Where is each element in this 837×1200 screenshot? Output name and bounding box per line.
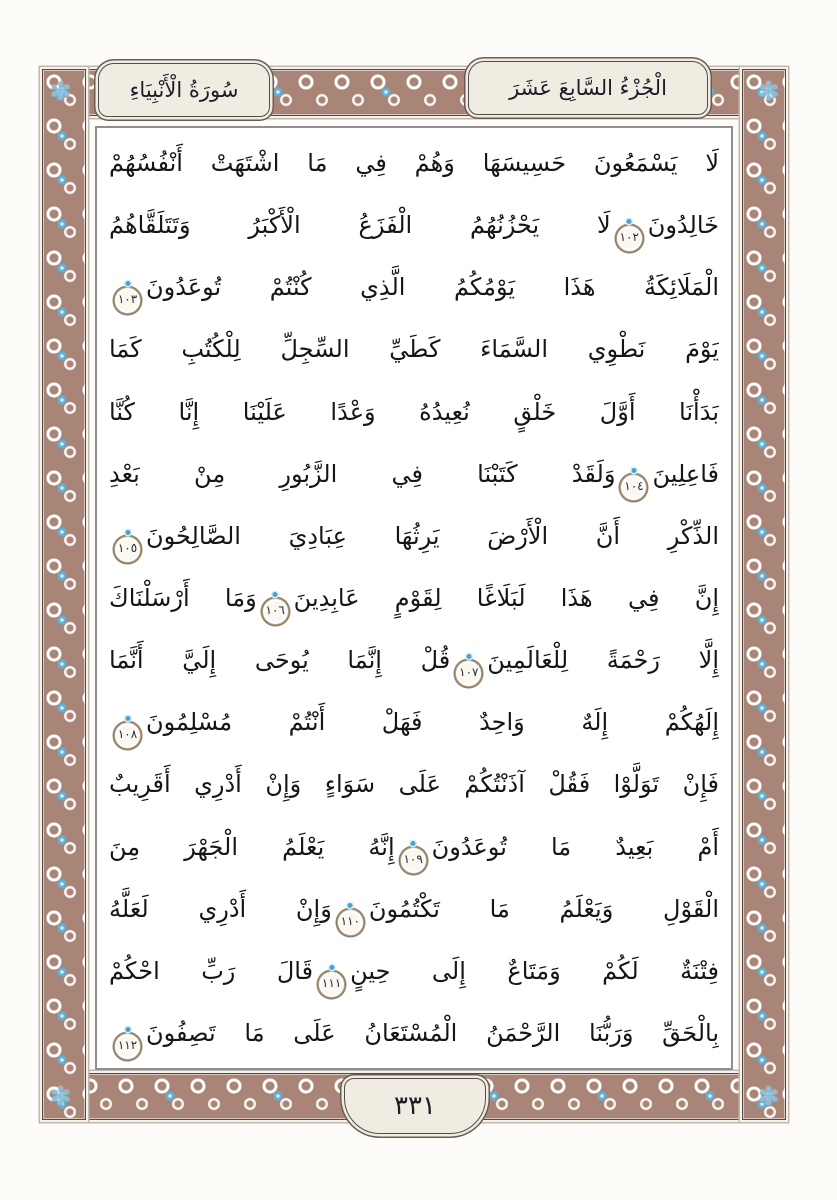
verse-number-medallion [455,660,482,687]
verse-number: ١٠٧ [459,665,479,680]
quran-line [109,194,719,256]
quran-line [109,443,719,505]
verse-number: ١٠٤ [624,478,644,493]
quran-line [109,691,719,753]
verse-number-medallion [114,1033,141,1060]
ayah-text: إِلَهُكُمْ إِلَهٌ وَاحِدٌ فَهَلْ أَنْتُمْ مُسْلِمُونَ [146,708,719,737]
ayah-text: فِتْنَةٌ لَكُمْ وَمَتَاعٌ إِلَى حِينٍ [350,956,719,985]
verse-number-medallion [114,287,141,314]
quran-line [109,567,719,629]
verse-number-medallion [114,722,141,749]
ayah-text: الذِّكْرِ أَنَّ الْأَرْضَ يَرِثُهَا عِبَادِيَ الصَّالِحُونَ [146,521,719,550]
surah-name-cartouche [98,63,270,117]
ayah-text: إِلَّا رَحْمَةً لِلْعَالَمِينَ [487,646,719,675]
ayah-text: لَا يَسْمَعُونَ حَسِيسَهَا وَهُمْ فِي مَا اشْتَهَتْ أَنْفُسُهُمْ [109,149,719,177]
verse-number-medallion [400,847,427,874]
ayah-text: وَمَا أَرْسَلْنَاكَ [109,583,257,612]
quran-line [109,318,719,380]
ayah-text: فَإِنْ تَوَلَّوْا فَقُلْ آذَنْتُكُمْ عَلَى سَوَاءٍ وَإِنْ أَدْرِي أَقَرِيبٌ [109,770,719,799]
ayah-text: إِنَّهُ يَعْلَمُ الْجَهْرَ مِنَ [109,832,395,861]
quran-line [109,256,719,318]
mushaf-lines [99,130,729,1066]
verse-number: ١٠٨ [117,727,138,742]
verse-number-medallion [114,536,141,563]
ayah-text: خَالِدُونَ [647,211,719,240]
quran-line [109,629,719,691]
verse-number: ١١٠ [340,913,360,928]
verse-number-medallion [620,474,647,501]
ayah-text: أَمْ بَعِيدٌ مَا تُوعَدُونَ [431,832,719,861]
ayah-text: الْقَوْلِ وَيَعْلَمُ مَا تَكْتُمُونَ [368,894,719,923]
ayah-text: فَاعِلِينَ [652,459,719,488]
quran-line [109,878,719,940]
ayah-text: بِالْحَقِّ وَرَبُّنَا الرَّحْمَنُ الْمُسْتَعَانُ عَلَى مَا تَصِفُونَ [146,1018,719,1047]
verse-number: ١١٢ [117,1037,138,1052]
verse-number-medallion [616,225,643,252]
flower-icon: ✻ [758,77,779,106]
ayah-text: قُلْ إِنَّمَا يُوحَى إِلَيَّ أَنَّمَا [109,646,451,675]
ayah-text: قَالَ رَبِّ احْكُمْ [109,956,314,985]
quran-line [109,753,719,815]
border-band-right [742,69,786,1120]
ayah-text: الْمَلَائِكَةُ هَذَا يَوْمُكُمُ الَّذِي كُنْتُمْ تُوعَدُونَ [146,273,719,302]
ayah-text: يَوْمَ نَطْوِي السَّمَاءَ كَطَيِّ السِّجِلِّ لِلْكُتُبِ كَمَا [109,335,719,364]
quran-line [109,816,719,878]
juz-number-cartouche [468,61,708,115]
verse-number-medallion [318,971,345,998]
verse-number: ١٠٣ [117,292,138,307]
border-band-left [42,69,86,1120]
page-number-cartouche [344,1078,486,1134]
ayah-text: وَلَقَدْ كَتَبْنَا فِي الزَّبُورِ مِنْ بَعْدِ [109,459,616,488]
ayah-text: بَدَأْنَا أَوَّلَ خَلْقٍ نُعِيدُهُ وَعْدًا عَلَيْنَا إِنَّا كُنَّا [109,397,719,426]
ayah-text: لَا يَحْزُنُهُمُ الْفَزَعُ الْأَكْبَرُ وَتَتَلَقَّاهُمُ [109,211,611,240]
flower-icon: ✻ [50,77,71,106]
quran-line [109,505,719,567]
flower-icon: ✻ [50,1082,71,1111]
page-number-label: ٣٣١ [394,1091,436,1121]
verse-number: ١٠٦ [265,602,285,617]
ayah-text: وَإِنْ أَدْرِي لَعَلَّهُ [109,894,332,923]
verse-number: ١١١ [321,975,342,990]
quran-line [109,1002,719,1064]
quran-line [109,940,719,1002]
verse-number-medallion [337,909,364,936]
juz-number-label: الْجُزْءُ السَّابِعَ عَشَرَ [509,76,667,100]
flower-icon: ✻ [758,1082,779,1111]
quran-line [109,381,719,443]
quran-line [109,132,719,194]
verse-number: ١٠٩ [403,851,423,866]
verse-number-medallion [262,598,289,625]
verse-number: ١٠٢ [619,230,639,245]
surah-name-label: سُورَةُ الْأَنْبِيَاءِ [129,78,239,102]
verse-number: ١٠٥ [117,540,138,555]
ayah-text: إِنَّ فِي هَذَا لَبَلَاغًا لِقَوْمٍ عَابِدِينَ [293,583,719,612]
